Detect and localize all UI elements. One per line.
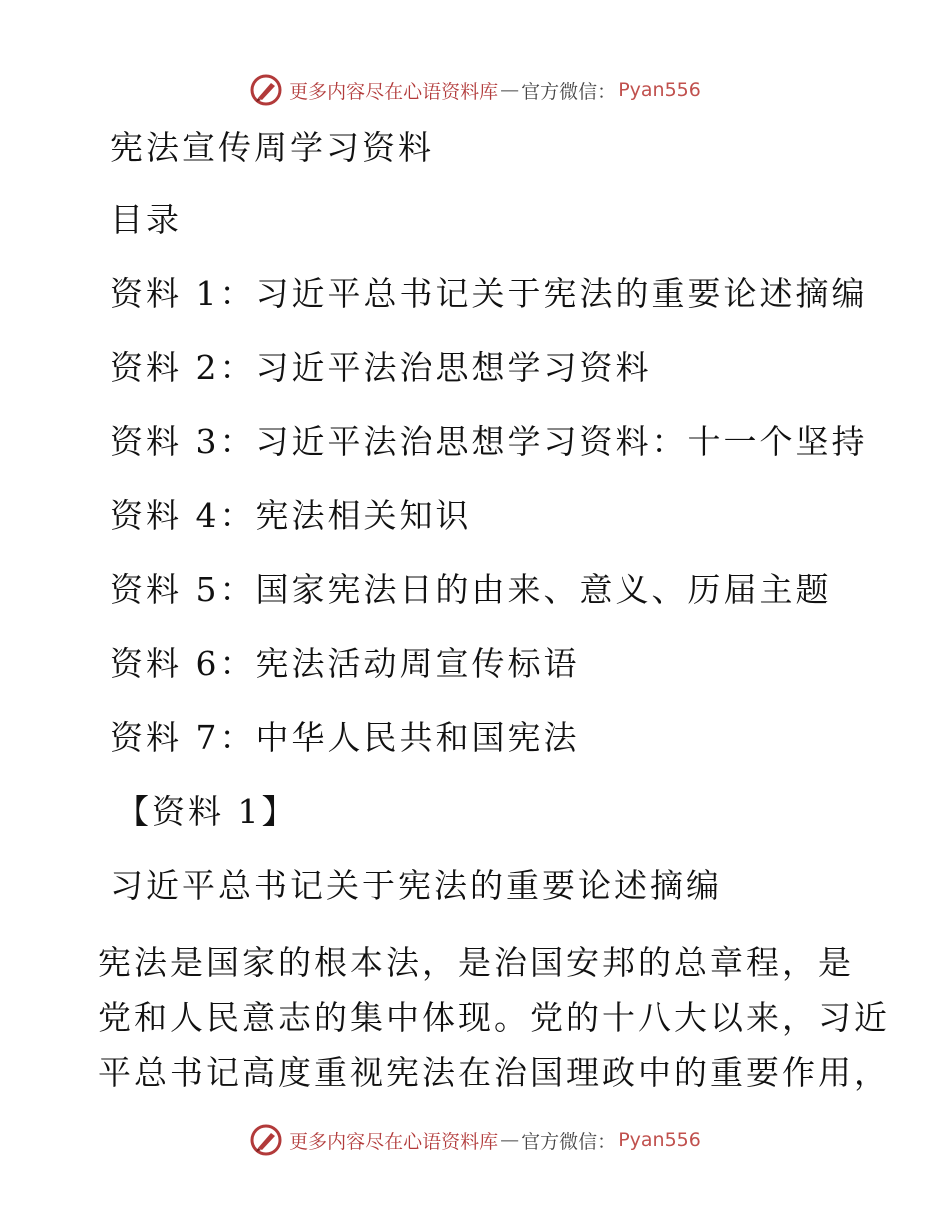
watermark-label: 官方微信： bbox=[521, 1130, 617, 1153]
watermark-text: 更多内容尽在心语资料库 bbox=[289, 1130, 499, 1153]
toc-item: 资料 4：宪法相关知识 bbox=[110, 496, 472, 535]
pen-logo-icon bbox=[249, 1123, 283, 1157]
toc-item: 资料 7：中华人民共和国宪法 bbox=[110, 718, 580, 757]
document-title: 宪法宣传周学习资料 bbox=[110, 128, 434, 167]
section-title: 习近平总书记关于宪法的重要论述摘编 bbox=[110, 866, 722, 905]
body-paragraph bbox=[98, 935, 890, 1100]
toc-item: 资料 3：习近平法治思想学习资料：十一个坚持 bbox=[110, 422, 868, 461]
toc-item: 资料 6：宪法活动周宣传标语 bbox=[110, 644, 580, 683]
toc-item: 资料 1：习近平总书记关于宪法的重要论述摘编 bbox=[110, 274, 868, 313]
paragraph-line: 党和人民意志的集中体现。党的十八大以来，习近 bbox=[98, 998, 890, 1037]
section-marker: 【资料 1】 bbox=[116, 792, 298, 831]
watermark-label: 官方微信： bbox=[521, 80, 617, 103]
watermark-account: Pyan556 bbox=[618, 1129, 701, 1151]
watermark-separator: — bbox=[500, 1129, 520, 1151]
watermark-banner-bottom bbox=[0, 1120, 950, 1160]
toc-item: 资料 2：习近平法治思想学习资料 bbox=[110, 348, 652, 387]
toc-item: 资料 5：国家宪法日的由来、意义、历届主题 bbox=[110, 570, 832, 609]
watermark-separator: — bbox=[500, 79, 520, 101]
watermark-text: 更多内容尽在心语资料库 bbox=[289, 80, 499, 103]
toc-heading: 目录 bbox=[110, 200, 182, 239]
watermark-account: Pyan556 bbox=[618, 79, 701, 101]
paragraph-line: 平总书记高度重视宪法在治国理政中的重要作用， bbox=[98, 1053, 890, 1092]
paragraph-line: 宪法是国家的根本法，是治国安邦的总章程，是 bbox=[98, 943, 854, 982]
